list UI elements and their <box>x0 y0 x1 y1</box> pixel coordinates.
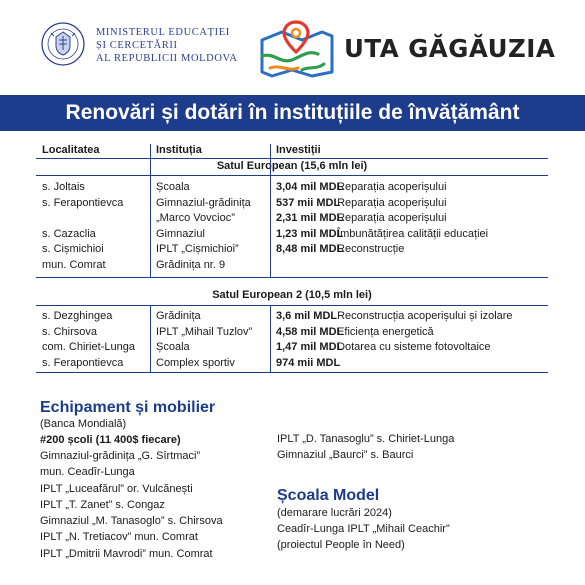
investment-amount: 3,04 mil MDL <box>276 181 344 193</box>
list-item: IPLT „Dmitrii Mavrodi” mun. Comrat <box>40 547 213 560</box>
list-item: Gimnaziul-grădinița „G. Sîrtmaci” <box>40 450 201 462</box>
divider <box>36 305 548 306</box>
table-row <box>276 211 488 227</box>
table-row <box>276 196 488 212</box>
table-cell: mun. Comrat <box>42 258 106 271</box>
table-cell: Școala <box>156 341 190 353</box>
model-school-project: (proiectul People în Need) <box>277 539 405 551</box>
institution-column <box>156 309 252 371</box>
table-cell: s. Cazaclia <box>42 227 96 240</box>
list-item: IPLT „T. Zanet” s. Congaz <box>40 498 165 511</box>
table-cell: Școala <box>156 181 190 193</box>
list-item: Gimnaziul „Baurci” s. Baurci <box>277 449 414 462</box>
table-cell: IPLT „Cișmichioi” <box>156 243 239 255</box>
locality-column <box>42 309 135 371</box>
equipment-source: (Banca Mondială) <box>40 418 127 430</box>
investment-amount: 4,58 mil MDL <box>276 325 344 338</box>
table-cell: s. Chirsova <box>42 325 98 338</box>
investment-description: Îmbunătățirea calității educației <box>337 227 489 240</box>
table-cell: s. Ferapontievca <box>42 196 124 209</box>
locality-column <box>42 180 123 273</box>
institution-column <box>156 180 251 273</box>
table-cell: „Marco Vovcioc” <box>156 212 235 224</box>
table-cell: Grădinița <box>156 310 201 322</box>
investment-description: Dotarea cu sisteme fotovoltaice <box>337 341 491 353</box>
investment-description: Reconstrucție <box>337 243 405 255</box>
table-cell: Grădinița nr. 9 <box>156 258 226 271</box>
table-row <box>276 180 488 196</box>
investment-amount: 537 mii MDL <box>276 196 341 209</box>
model-school-name: Ceadîr-Lunga IPLT „Mihail Ceachir” <box>277 523 450 535</box>
table-cell: s. Joltais <box>42 181 85 193</box>
list-item: mun. Ceadîr-Lunga <box>40 466 135 479</box>
section-title: Satul European 2 (10,5 mln lei) <box>212 289 372 301</box>
investment-amount: 8,48 mil MDL <box>276 243 344 255</box>
investment-description: Reconstrucția acoperișului și izolare <box>337 310 513 322</box>
investment-description: Reparația acoperișului <box>337 196 447 209</box>
table-cell: s. Ferapontievca <box>42 356 124 369</box>
divider <box>36 277 548 278</box>
list-item: Gimnaziul „M. Tanasoglo” s. Chirsova <box>40 515 223 528</box>
table-cell: Complex sportiv <box>156 356 235 369</box>
table-row <box>276 340 513 356</box>
column-divider <box>270 305 271 372</box>
column-header-investments: Investiții <box>276 144 321 156</box>
table-cell: com. Chiriet-Lunga <box>42 341 135 353</box>
investments-column <box>276 180 488 258</box>
brand-title: UTA GĂGĂUZIA <box>344 34 556 63</box>
column-divider <box>270 144 271 277</box>
divider <box>36 175 548 176</box>
title-banner <box>0 95 585 131</box>
table-row <box>276 309 513 325</box>
column-divider <box>150 144 151 277</box>
ministry-name <box>96 26 256 65</box>
ministry-line: MINISTERUL EDUCAȚIEI <box>96 27 230 38</box>
investment-description: Eficiența energetică <box>337 325 434 338</box>
equipment-heading: Echipament și mobilier <box>40 399 216 416</box>
equipment-count: #200 școli (11 400$ fiecare) <box>40 434 181 446</box>
list-item: IPLT „D. Tanasoglu” s. Chiriet-Lunga <box>277 433 455 445</box>
column-header-institution: Instituția <box>156 144 202 156</box>
divider <box>36 372 548 373</box>
moldova-coat-of-arms-icon <box>40 20 86 68</box>
page-title: Renovări și dotări în instituțiile de învățământ <box>65 101 520 124</box>
table-cell <box>42 211 123 227</box>
uta-map-logo-icon <box>258 20 336 78</box>
ministry-line: AL REPUBLICII MOLDOVA <box>96 53 238 64</box>
equipment-list-left <box>40 448 223 562</box>
table-row <box>276 325 513 341</box>
table-cell: s. Dezghingea <box>42 310 113 322</box>
table-row <box>276 242 488 258</box>
model-school-heading: Școala Model <box>277 487 380 504</box>
investment-amount: 974 mii MDL <box>276 356 341 369</box>
equipment-list-right <box>277 431 454 464</box>
table-row <box>276 227 488 243</box>
investments-column <box>276 309 513 371</box>
investment-amount: 1,47 mil MDL <box>276 341 344 353</box>
table-cell: IPLT „Mihail Tuzlov” <box>156 325 253 338</box>
investment-description: Reparația acoperișului <box>337 181 447 193</box>
list-item: IPLT „Luceafărul” or. Vulcănești <box>40 482 193 495</box>
list-item: IPLT „N. Tretiacov” mun. Comrat <box>40 531 198 544</box>
table-cell: s. Cișmichioi <box>42 243 104 255</box>
investment-amount: 3,6 mil MDL <box>276 310 338 322</box>
investment-description: Reparația acoperișului <box>337 212 447 224</box>
column-divider <box>150 305 151 372</box>
table-row <box>276 356 513 372</box>
investment-amount: 1,23 mil MDL <box>276 227 344 240</box>
divider <box>36 158 548 159</box>
column-header-locality: Localitatea <box>42 144 100 156</box>
ministry-line: ȘI CERCETĂRII <box>96 40 178 51</box>
model-school-note: (demarare lucrări 2024) <box>277 507 392 519</box>
table-cell: Gimnaziul-grădinița <box>156 196 251 209</box>
section-title: Satul European (15,6 mln lei) <box>216 160 368 172</box>
table-cell: Gimnaziul <box>156 227 205 240</box>
investment-amount: 2,31 mil MDL <box>276 212 344 224</box>
